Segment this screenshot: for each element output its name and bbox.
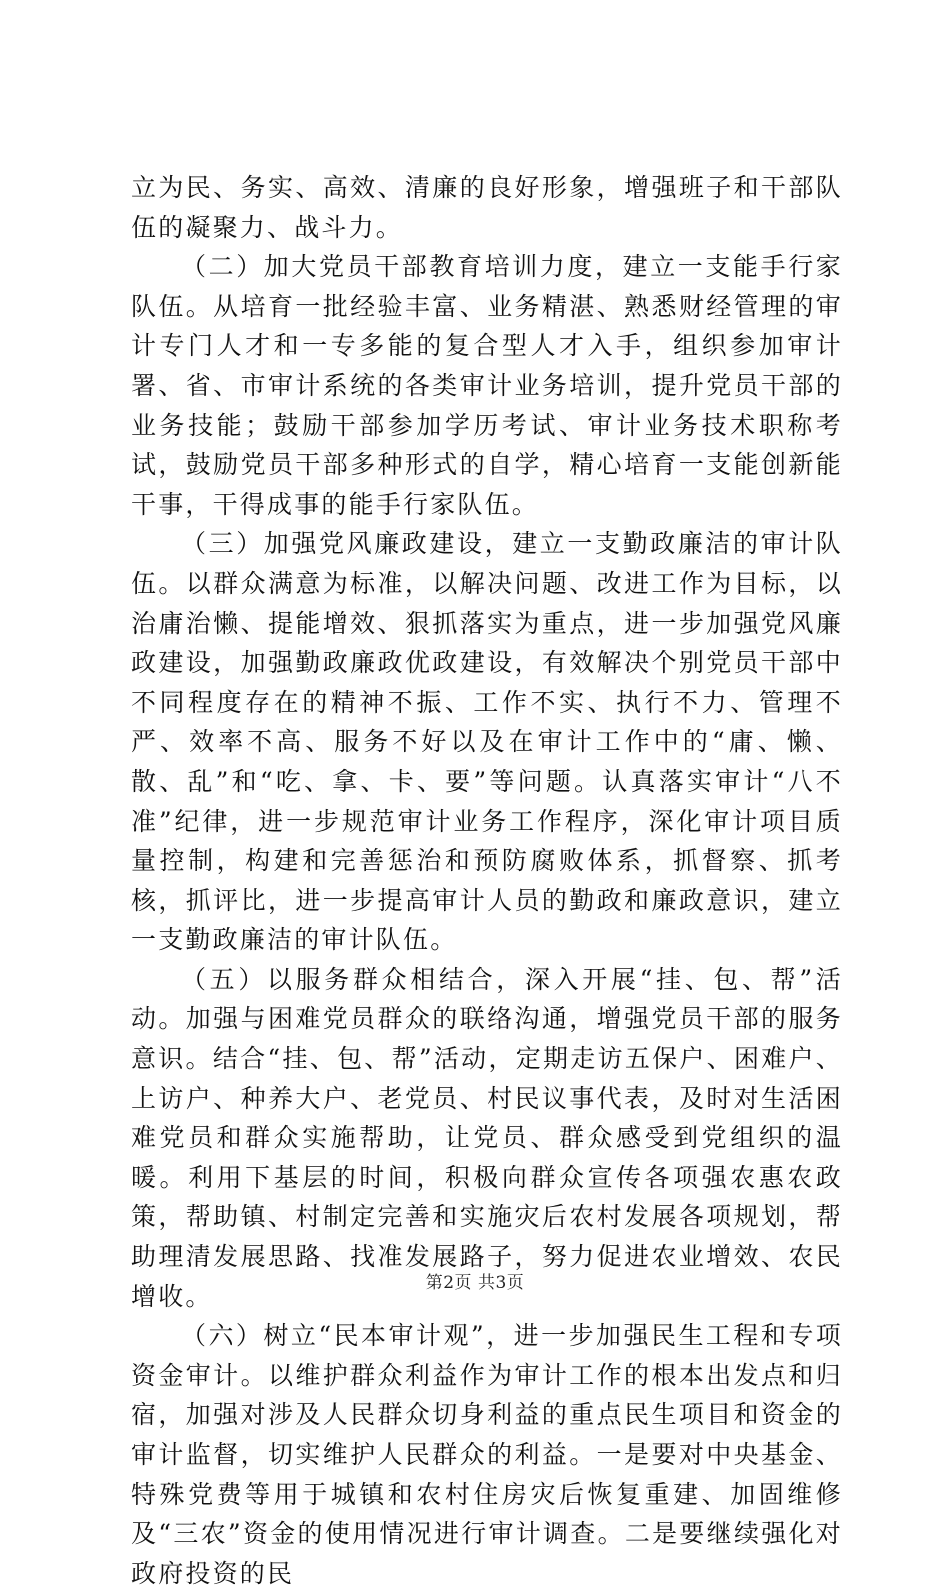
paragraph-continuation: 立为民、务实、高效、清廉的良好形象，增强班子和干部队伍的凝聚力、战斗力。 <box>131 173 843 242</box>
paragraph-section-5: （五）以服务群众相结合，深入开展“挂、包、帮”活动。加强与困难党员群众的联络沟通，增强党员干部的服务意识。结合“挂、包、帮”活动，定期走访五保户、困难户、上访户、种养大户、老党员、村民议事代表，及时对生活困难党员和群众实施帮助，让党员、群众感受到党组织的温暖。利用下基层的时间，积极向群众宣传各项强农惠农政策，帮助镇、村制定完善和实施灾后农村发展各项规划，帮助理清发展思路、找准发展路子，努力促进农业增效、农民增收。 <box>131 964 843 1311</box>
paragraph-section-3: （三）加强党风廉政建设，建立一支勤政廉洁的审计队伍。以群众满意为标准，以解决问题、改进工作为目标，以治庸治懒、提能增效、狠抓落实为重点，进一步加强党风廉政建设，加强勤政廉政优政建设，有效解决个别党员干部中不同程度存在的精神不振、工作不实、执行不力、管理不严、效率不高、服务不好以及在审计工作中的“庸、懒、散、乱”和“吃、拿、卡、要”等问题。认真落实审计“八不准”纪律，进一步规范审计业务工作程序，深化审计项目质量控制，构建和完善惩治和预防腐败体系，抓督察、抓考核，抓评比，进一步提高审计人员的勤政和廉政意识，建立一支勤政廉洁的审计队伍。 <box>131 529 843 955</box>
page-footer: 第2页 共3页 <box>425 1273 525 1293</box>
document-body <box>131 168 843 1593</box>
paragraph-section-6: （六）树立“民本审计观”，进一步加强民生工程和专项资金审计。以维护群众利益作为审计工作的根本出发点和归宿，加强对涉及人民群众切身利益的重点民生项目和资金的审计监督，切实维护人民群众的利益。一是要对中央基金、特殊党费等用于城镇和农村住房灾后恢复重建、加固维修及“三农”资金的使用情况进行审计调查。二是要继续强化对政府投资的民 <box>131 1321 843 1588</box>
paragraph-section-2: （二）加大党员干部教育培训力度，建立一支能手行家队伍。从培育一批经验丰富、业务精湛、熟悉财经管理的审计专门人才和一专多能的复合型人才入手，组织参加审计署、省、市审计系统的各类审计业务培训，提升党员干部的业务技能；鼓励干部参加学历考试、审计业务技术职称考试，鼓励党员干部多种形式的自学，精心培育一支能创新能干事，干得成事的能手行家队伍。 <box>131 252 843 519</box>
